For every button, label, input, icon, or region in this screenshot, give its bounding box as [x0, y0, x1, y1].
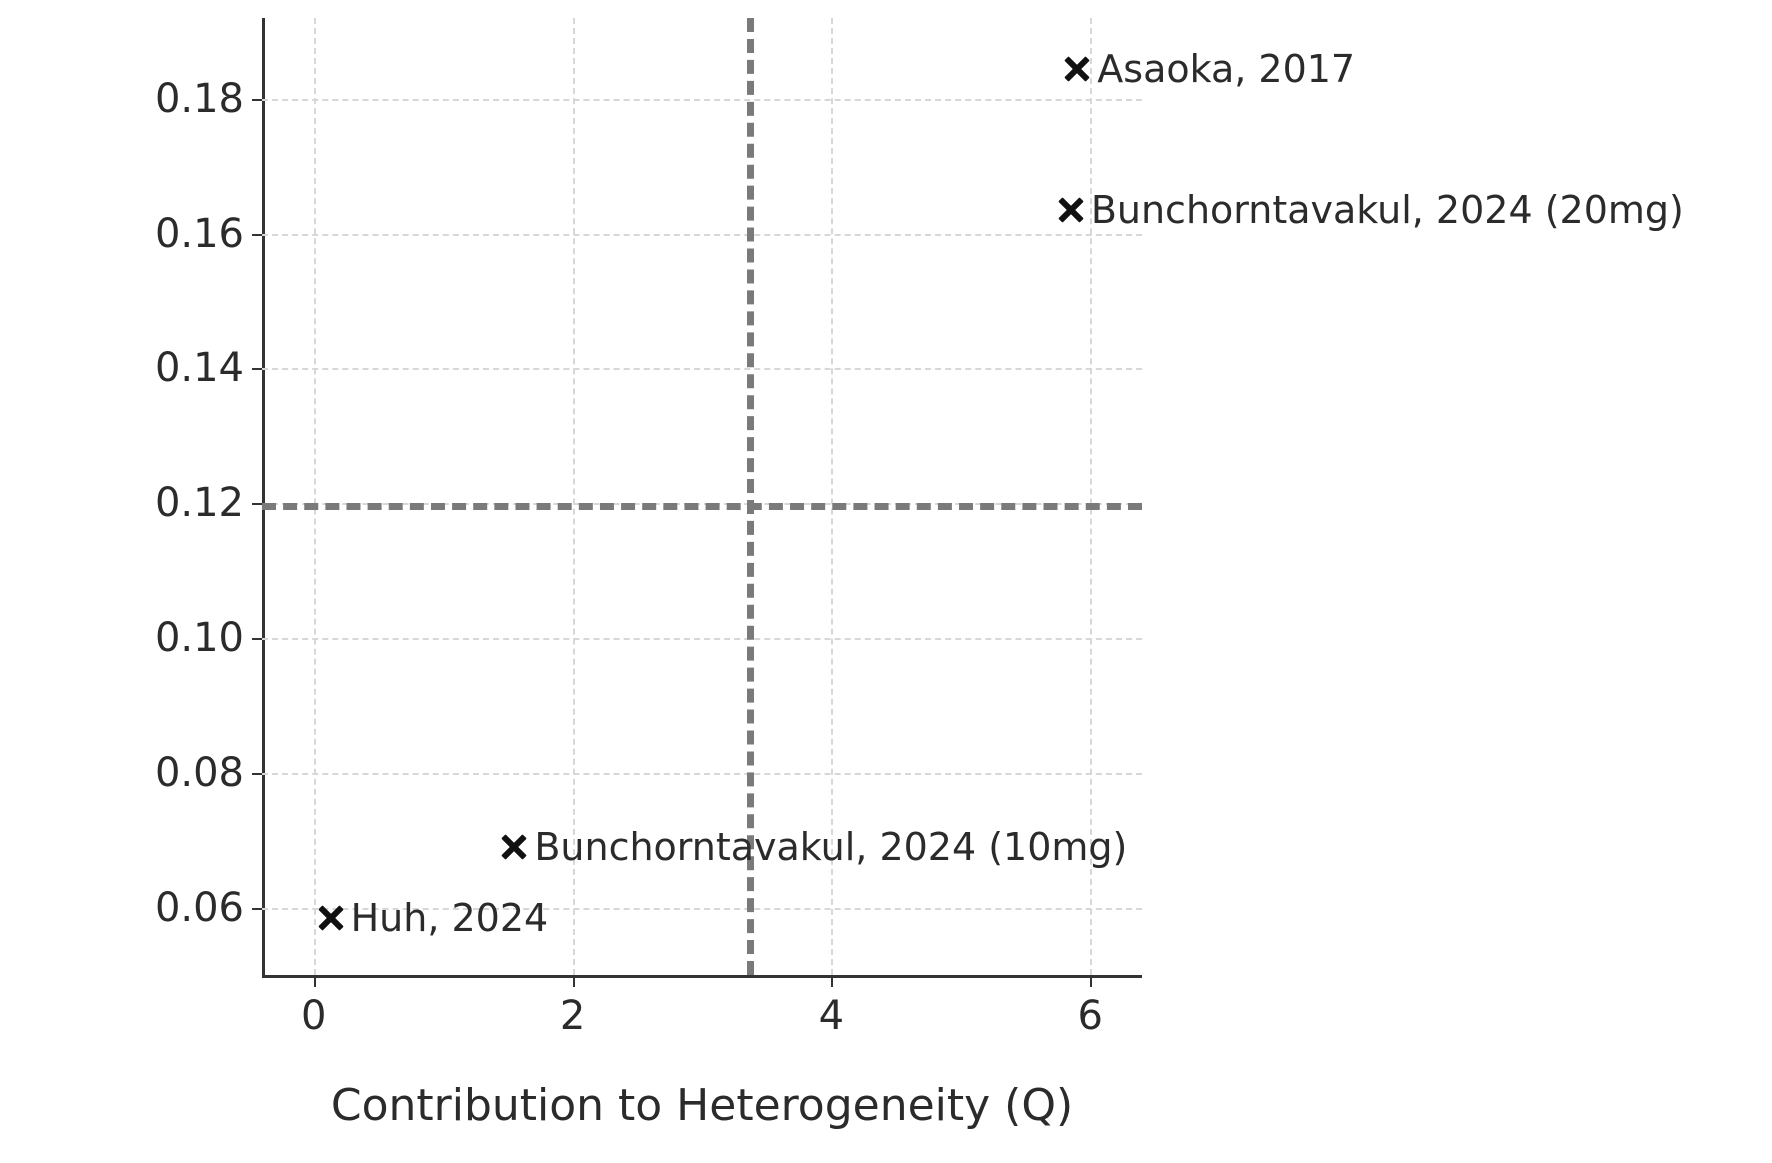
y-tick-label: 0.08	[154, 749, 244, 796]
y-tick-mark	[252, 503, 262, 505]
y-tick-mark	[252, 773, 262, 775]
y-tick-label: 0.18	[154, 75, 244, 122]
x-tick-mark	[831, 977, 833, 987]
y-tick-mark	[252, 234, 262, 236]
gridline-horizontal	[262, 99, 1142, 101]
scatter-point-label: Huh, 2024	[350, 895, 549, 940]
x-tick-label: 6	[1077, 993, 1103, 1039]
y-tick-label: 0.16	[154, 210, 244, 257]
gridline-horizontal	[262, 773, 1142, 775]
y-axis-line	[262, 18, 265, 978]
y-tick-label: 0.12	[154, 480, 244, 527]
y-tick-mark	[252, 368, 262, 370]
x-tick-mark	[573, 977, 575, 987]
y-tick-label: 0.10	[154, 615, 244, 662]
x-tick-mark	[314, 977, 316, 987]
scatter-point-marker	[1060, 52, 1094, 86]
gridline-horizontal	[262, 638, 1142, 640]
plot-area	[154, 18, 1684, 1039]
y-tick-label: 0.14	[154, 345, 244, 392]
y-tick-label: 0.06	[154, 884, 244, 931]
scatter-point-label: Bunchorntavakul, 2024 (10mg)	[534, 824, 1128, 869]
gridline-horizontal	[262, 234, 1142, 236]
x-tick-mark	[1090, 977, 1092, 987]
scatter-point-marker	[1054, 193, 1088, 227]
scatter-point-marker	[314, 901, 348, 935]
y-tick-mark	[252, 99, 262, 101]
x-axis-label: Contribution to Heterogeneity (Q)	[330, 1080, 1074, 1131]
x-axis-line	[262, 975, 1142, 978]
scatter-point-label: Asaoka, 2017	[1097, 46, 1356, 91]
y-tick-mark	[252, 638, 262, 640]
x-tick-label: 2	[559, 993, 586, 1039]
reference-line-horizontal	[262, 503, 1142, 510]
gridline-vertical	[314, 18, 316, 975]
x-tick-label: 4	[818, 993, 845, 1039]
x-tick-label: 0	[301, 993, 327, 1039]
y-tick-mark	[252, 908, 262, 910]
scatter-point-label: Bunchorntavakul, 2024 (20mg)	[1090, 188, 1684, 233]
scatter-point-marker	[497, 830, 531, 864]
gridline-horizontal	[262, 368, 1142, 370]
